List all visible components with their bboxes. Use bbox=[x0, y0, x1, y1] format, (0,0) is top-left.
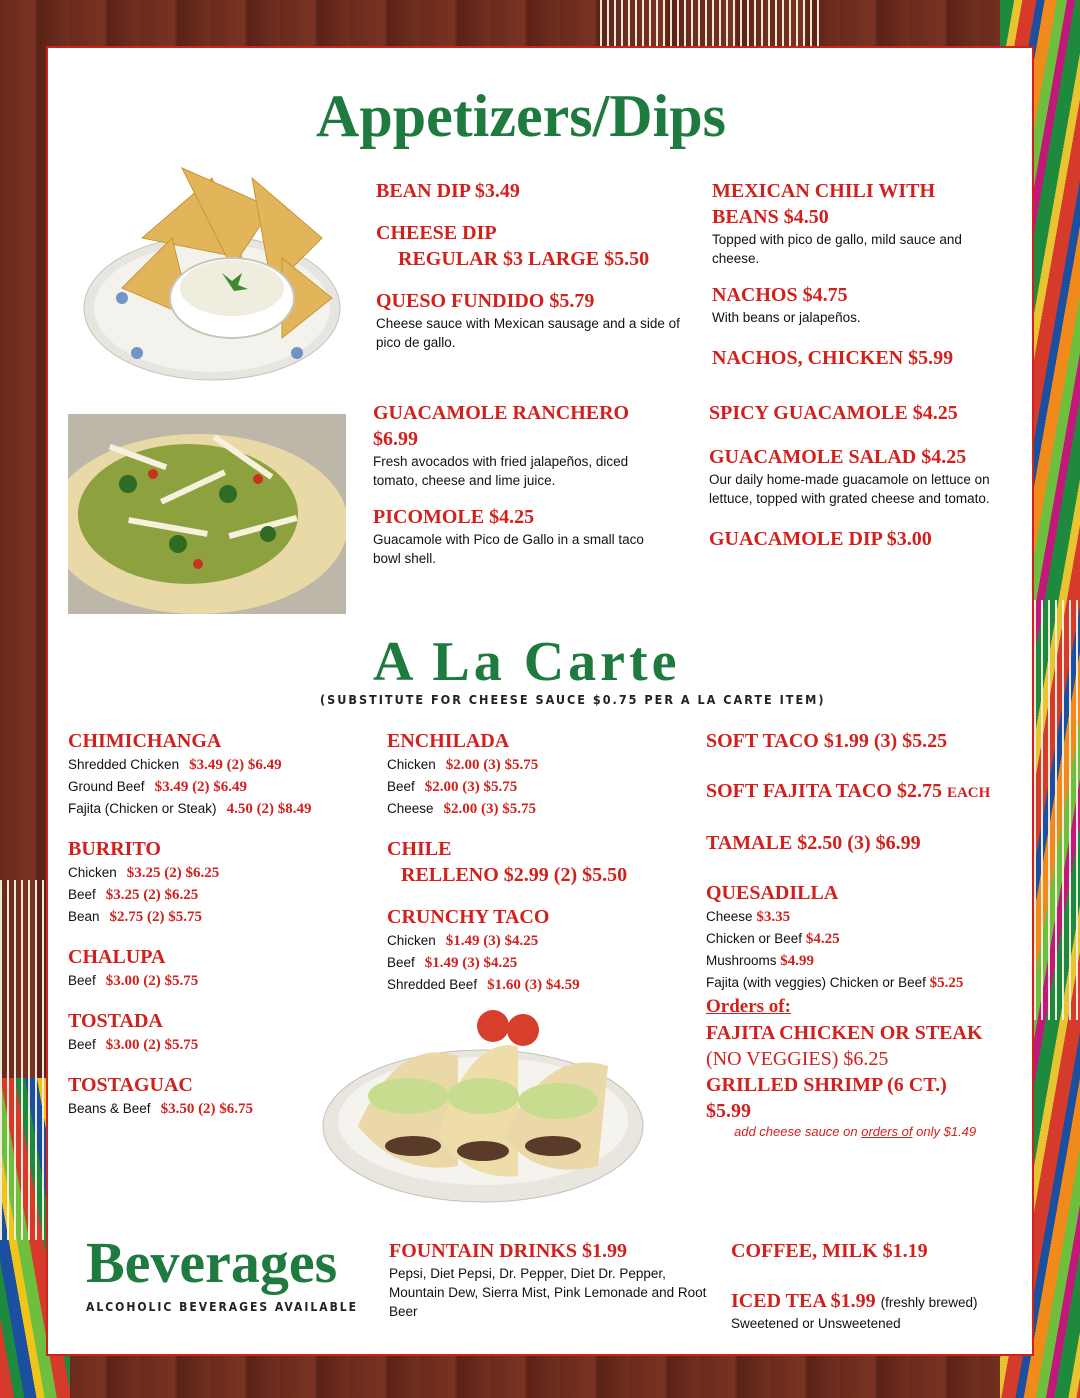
alacarte-title: A La Carte bbox=[373, 631, 681, 693]
item-line: Cheese $2.00 (3) $5.75 bbox=[387, 801, 537, 817]
picomole-item: PICOMOLE $4.25 Guacamole with Pico de Gallo in a small taco bowl shell. bbox=[373, 506, 644, 566]
appetizers-right-column bbox=[712, 178, 1012, 371]
chile-relleno-item: CHILE RELLENO $2.99 (2) $5.50 bbox=[387, 838, 628, 886]
bean-dip-item: BEAN DIP $3.49 bbox=[376, 180, 520, 202]
enchilada-item: ENCHILADA Chicken $2.00 (3) $5.75 Beef $2.00 (3) $5.75 Cheese $2.00 (3) $5.75 bbox=[387, 728, 687, 820]
orders-of-heading: Orders of: bbox=[706, 996, 791, 1017]
item-line: Mushrooms $4.99 bbox=[706, 953, 815, 969]
spicy-guacamole-item: SPICY GUACAMOLE $4.25 bbox=[709, 402, 958, 424]
item-line: Chicken $2.00 (3) $5.75 bbox=[387, 757, 539, 773]
item-line: Shredded Chicken $3.49 (2) $6.49 bbox=[68, 757, 282, 773]
guacamole-dip-item: GUACAMOLE DIP $3.00 bbox=[709, 528, 932, 550]
tostada-item: TOSTADA Beef $3.00 (2) $5.75 bbox=[68, 1008, 368, 1056]
item-line: Fajita (with veggies) Chicken or Beef $5.25 bbox=[706, 975, 964, 991]
grilled-shrimp-item: GRILLED SHRIMP (6 CT.) bbox=[706, 1074, 947, 1096]
appetizers-left-column-2 bbox=[373, 400, 673, 568]
item-line: Beef $3.00 (2) $5.75 bbox=[68, 973, 199, 989]
beverages-subtitle: ALCOHOLIC BEVERAGES AVAILABLE bbox=[86, 1300, 359, 1314]
guacamole-salad-item: GUACAMOLE SALAD $4.25 Our daily home-made guacamole on lettuce on lettuce, topped with grated cheese and tomato. bbox=[709, 446, 990, 506]
tacos-photo bbox=[318, 1006, 648, 1206]
item-line: Fajita (Chicken or Steak) 4.50 (2) $8.49 bbox=[68, 801, 312, 817]
item-line: Chicken $1.49 (3) $4.25 bbox=[387, 933, 539, 949]
coffee-milk-item: COFFEE, MILK $1.19 bbox=[731, 1240, 928, 1262]
chalupa-item: CHALUPA Beef $3.00 (2) $5.75 bbox=[68, 944, 368, 992]
alacarte-subtitle: (SUBSTITUTE FOR CHEESE SAUCE $0.75 PER A LA CARTE ITEM) bbox=[320, 692, 826, 707]
item-line: Beef $1.49 (3) $4.25 bbox=[387, 955, 518, 971]
chimichanga-item: CHIMICHANGA Shredded Chicken $3.49 (2) $6.49 Ground Beef $3.49 (2) $6.49 Fajita (Chicken or Steak) 4.50 (2) $8.49 bbox=[68, 728, 368, 820]
menu-page bbox=[46, 46, 1034, 1356]
crunchy-taco-item: CRUNCHY TACO Chicken $1.49 (3) $4.25 Beef $1.49 (3) $4.25 Shredded Beef $1.60 (3) $4.59 bbox=[387, 904, 687, 996]
soft-taco-item: SOFT TACO $1.99 (3) $5.25 bbox=[706, 730, 948, 752]
fajita-orders-item: FAJITA CHICKEN OR STEAK bbox=[706, 1022, 983, 1044]
soft-fajita-taco-item: SOFT FAJITA TACO $2.75 EACH bbox=[706, 780, 991, 802]
fringe-top-decor bbox=[600, 0, 820, 46]
fajita-orders-sub: (NO VEGGIES) $6.25 bbox=[706, 1048, 889, 1070]
cheese-dip-item: CHEESE DIP REGULAR $3 LARGE $5.50 bbox=[376, 222, 650, 270]
guacamole-photo bbox=[68, 414, 346, 614]
beverages-title: Beverages bbox=[86, 1230, 338, 1295]
iced-tea-item: ICED TEA $1.99 (freshly brewed) Sweetened or Unsweetened bbox=[731, 1290, 978, 1331]
tostaguac-item: TOSTAGUAC Beans & Beef $3.50 (2) $6.75 bbox=[68, 1072, 368, 1120]
nachos-chicken-item: NACHOS, CHICKEN $5.99 bbox=[712, 347, 954, 369]
fountain-drinks-item: FOUNTAIN DRINKS $1.99 Pepsi, Diet Pepsi, Dr. Pepper, Diet Dr. Pepper, Mountain Dew, Sierra Mist, Pink Lemonade and Root Beer bbox=[389, 1240, 707, 1319]
item-line: Shredded Beef $1.60 (3) $4.59 bbox=[387, 977, 580, 993]
mexican-chili-item: MEXICAN CHILI WITH BEANS $4.50 Topped with pico de gallo, mild sauce and cheese. bbox=[712, 180, 962, 266]
item-line: Beef $2.00 (3) $5.75 bbox=[387, 779, 518, 795]
nachos-item: NACHOS $4.75 With beans or jalapeños. bbox=[712, 284, 861, 325]
cheese-sauce-note: add cheese sauce on orders of only $1.49 bbox=[734, 1124, 977, 1139]
tamale-item: TAMALE $2.50 (3) $6.99 bbox=[706, 832, 921, 854]
item-line: Ground Beef $3.49 (2) $6.49 bbox=[68, 779, 248, 795]
item-line: Chicken $3.25 (2) $6.25 bbox=[68, 865, 220, 881]
appetizers-left-column bbox=[376, 178, 686, 352]
guacamole-ranchero-item: GUACAMOLE RANCHERO $6.99 Fresh avocados with fried jalapeños, diced tomato, cheese and lime juice. bbox=[373, 402, 630, 488]
item-line: Beans & Beef $3.50 (2) $6.75 bbox=[68, 1101, 254, 1117]
item-line: Cheese $3.35 bbox=[706, 909, 791, 925]
item-line: Bean $2.75 (2) $5.75 bbox=[68, 909, 203, 925]
queso-fundido-item: QUESO FUNDIDO $5.79 Cheese sauce with Mexican sausage and a side of pico de gallo. bbox=[376, 290, 680, 350]
alacarte-col2 bbox=[387, 728, 687, 996]
item-line: Chicken or Beef $4.25 bbox=[706, 931, 840, 947]
item-line: Beef $3.25 (2) $6.25 bbox=[68, 887, 199, 903]
burrito-item: BURRITO Chicken $3.25 (2) $6.25 Beef $3.25 (2) $6.25 Bean $2.75 (2) $5.75 bbox=[68, 836, 368, 928]
item-line: Beef $3.00 (2) $5.75 bbox=[68, 1037, 199, 1053]
alacarte-col3 bbox=[706, 728, 1026, 1139]
appetizers-title: Appetizers/Dips bbox=[316, 83, 726, 149]
chips-dip-photo bbox=[82, 148, 342, 388]
grilled-shrimp-price: $5.99 bbox=[706, 1100, 751, 1122]
appetizers-right-column-2 bbox=[709, 400, 1029, 552]
quesadilla-item: QUESADILLA Cheese $3.35 Chicken or Beef $4.25 Mushrooms $4.99 Fajita (with veggies) Chicken or Beef $5.25 bbox=[706, 880, 1026, 994]
